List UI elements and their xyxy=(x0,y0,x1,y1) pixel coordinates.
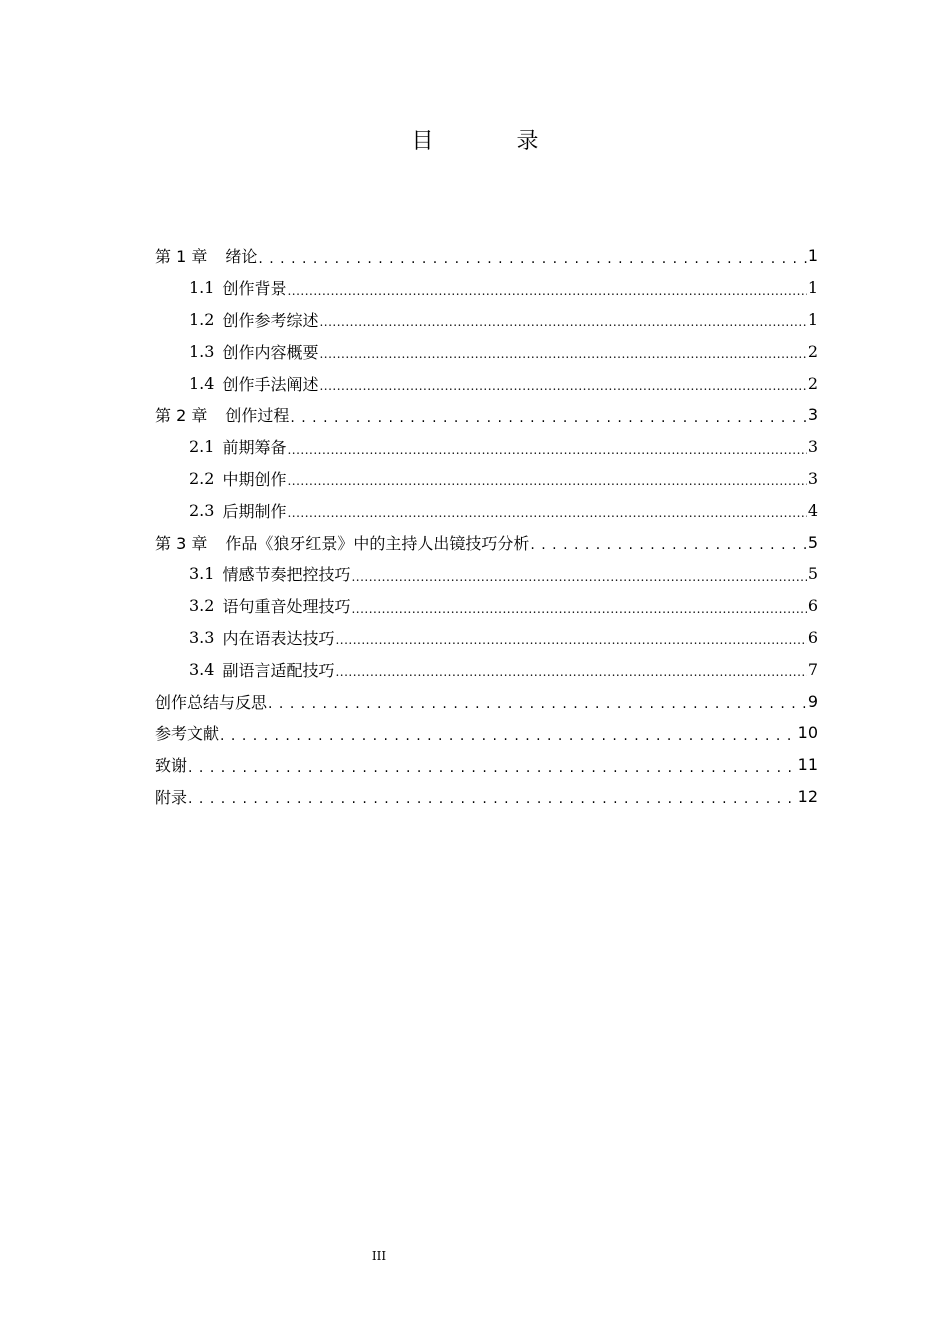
toc-entry-page: 1 xyxy=(807,309,818,329)
page-title: 目 录 xyxy=(411,129,577,154)
toc-entry-page: 6 xyxy=(807,627,818,647)
toc-entry-page: 1 xyxy=(807,246,818,266)
toc-entry[interactable] xyxy=(155,463,818,495)
toc-entry-title: 前期筹备 xyxy=(222,438,287,458)
toc-entry-page: 7 xyxy=(807,659,818,679)
dot-leader xyxy=(319,346,806,362)
toc-entry[interactable] xyxy=(155,367,818,399)
dot-leader xyxy=(319,378,806,394)
toc-entry-page: 3 xyxy=(807,437,818,457)
toc-entry-title: 副语言适配技巧 xyxy=(222,660,335,680)
toc-entry[interactable] xyxy=(155,272,818,304)
toc-entry-title: 创作手法阐述 xyxy=(222,374,319,394)
dot-leader xyxy=(287,283,806,299)
toc-entry-title: 作品《狼牙红景》中的主持人出镜技巧分析 xyxy=(225,533,530,553)
toc-entry[interactable] xyxy=(155,558,818,590)
toc-entry[interactable] xyxy=(155,717,818,749)
toc-entry[interactable] xyxy=(155,304,818,336)
page-number: III xyxy=(371,1249,387,1263)
table-of-contents xyxy=(155,240,818,812)
toc-entry-page: 2 xyxy=(807,341,818,361)
toc-entry-title: 附录 xyxy=(155,787,188,807)
toc-entry-number: 1.3 xyxy=(189,341,215,361)
toc-entry-title: 致谢 xyxy=(155,756,188,776)
toc-entry[interactable] xyxy=(155,240,818,272)
toc-entry-title: 中期创作 xyxy=(222,469,287,489)
toc-entry-number: 2.2 xyxy=(189,468,215,488)
toc-entry[interactable] xyxy=(155,399,818,431)
toc-entry[interactable] xyxy=(155,622,818,654)
toc-entry[interactable] xyxy=(155,590,818,622)
toc-entry[interactable] xyxy=(155,749,818,781)
dot-leader xyxy=(351,601,806,617)
toc-entry[interactable] xyxy=(155,494,818,526)
toc-entry-number: 1.1 xyxy=(189,278,215,298)
toc-entry-page: 4 xyxy=(807,500,818,520)
toc-entry[interactable] xyxy=(155,526,818,558)
toc-entry-number: 第 1 章 xyxy=(155,247,208,267)
toc-entry[interactable] xyxy=(155,781,818,813)
toc-entry-number: 2.3 xyxy=(189,500,215,520)
toc-entry-number: 2.1 xyxy=(189,437,215,457)
toc-entry-number: 1.2 xyxy=(189,309,215,329)
toc-entry-title: 后期制作 xyxy=(222,501,287,521)
dot-leader xyxy=(220,728,797,744)
dot-leader xyxy=(188,760,797,776)
dot-leader xyxy=(335,664,806,680)
toc-entry-title: 绪论 xyxy=(225,247,258,267)
toc-entry-number: 1.4 xyxy=(189,373,215,393)
toc-entry[interactable] xyxy=(155,431,818,463)
dot-leader xyxy=(290,410,806,426)
toc-entry-page: 10 xyxy=(797,723,818,743)
dot-leader xyxy=(287,473,806,489)
dot-leader xyxy=(351,569,806,585)
toc-entry-page: 12 xyxy=(797,786,818,806)
toc-entry-number: 3.3 xyxy=(189,627,215,647)
toc-entry[interactable] xyxy=(155,685,818,717)
dot-leader xyxy=(287,442,806,458)
toc-entry-title: 创作背景 xyxy=(222,279,287,299)
toc-entry-page: 6 xyxy=(807,596,818,616)
toc-entry-number: 3.1 xyxy=(189,564,215,584)
toc-entry-title: 语句重音处理技巧 xyxy=(222,597,351,617)
toc-entry-title: 创作过程 xyxy=(225,406,290,426)
toc-entry-title: 参考文献 xyxy=(155,724,220,744)
toc-entry[interactable] xyxy=(155,653,818,685)
toc-entry-page: 1 xyxy=(807,278,818,298)
dot-leader xyxy=(287,505,806,521)
toc-entry-page: 2 xyxy=(807,373,818,393)
dot-leader xyxy=(335,632,806,648)
toc-entry-page: 5 xyxy=(807,564,818,584)
toc-entry-page: 11 xyxy=(797,755,818,775)
toc-entry-title: 情感节奏把控技巧 xyxy=(222,565,351,585)
toc-entry-page: 9 xyxy=(807,691,818,711)
toc-entry-page: 3 xyxy=(807,468,818,488)
toc-entry-number: 3.2 xyxy=(189,596,215,616)
toc-entry-page: 5 xyxy=(807,532,818,552)
toc-entry-number: 第 3 章 xyxy=(155,533,208,553)
toc-entry-title: 创作总结与反思 xyxy=(155,692,268,712)
dot-leader xyxy=(268,696,807,712)
dot-leader xyxy=(258,251,806,267)
toc-entry-title: 内在语表达技巧 xyxy=(222,628,335,648)
toc-entry-page: 3 xyxy=(807,405,818,425)
dot-leader xyxy=(188,791,797,807)
toc-entry[interactable] xyxy=(155,335,818,367)
toc-entry-title: 创作内容概要 xyxy=(222,342,319,362)
dot-leader xyxy=(530,537,806,553)
dot-leader xyxy=(319,314,806,330)
toc-entry-number: 3.4 xyxy=(189,659,215,679)
toc-entry-number: 第 2 章 xyxy=(155,406,208,426)
toc-entry-title: 创作参考综述 xyxy=(222,310,319,330)
